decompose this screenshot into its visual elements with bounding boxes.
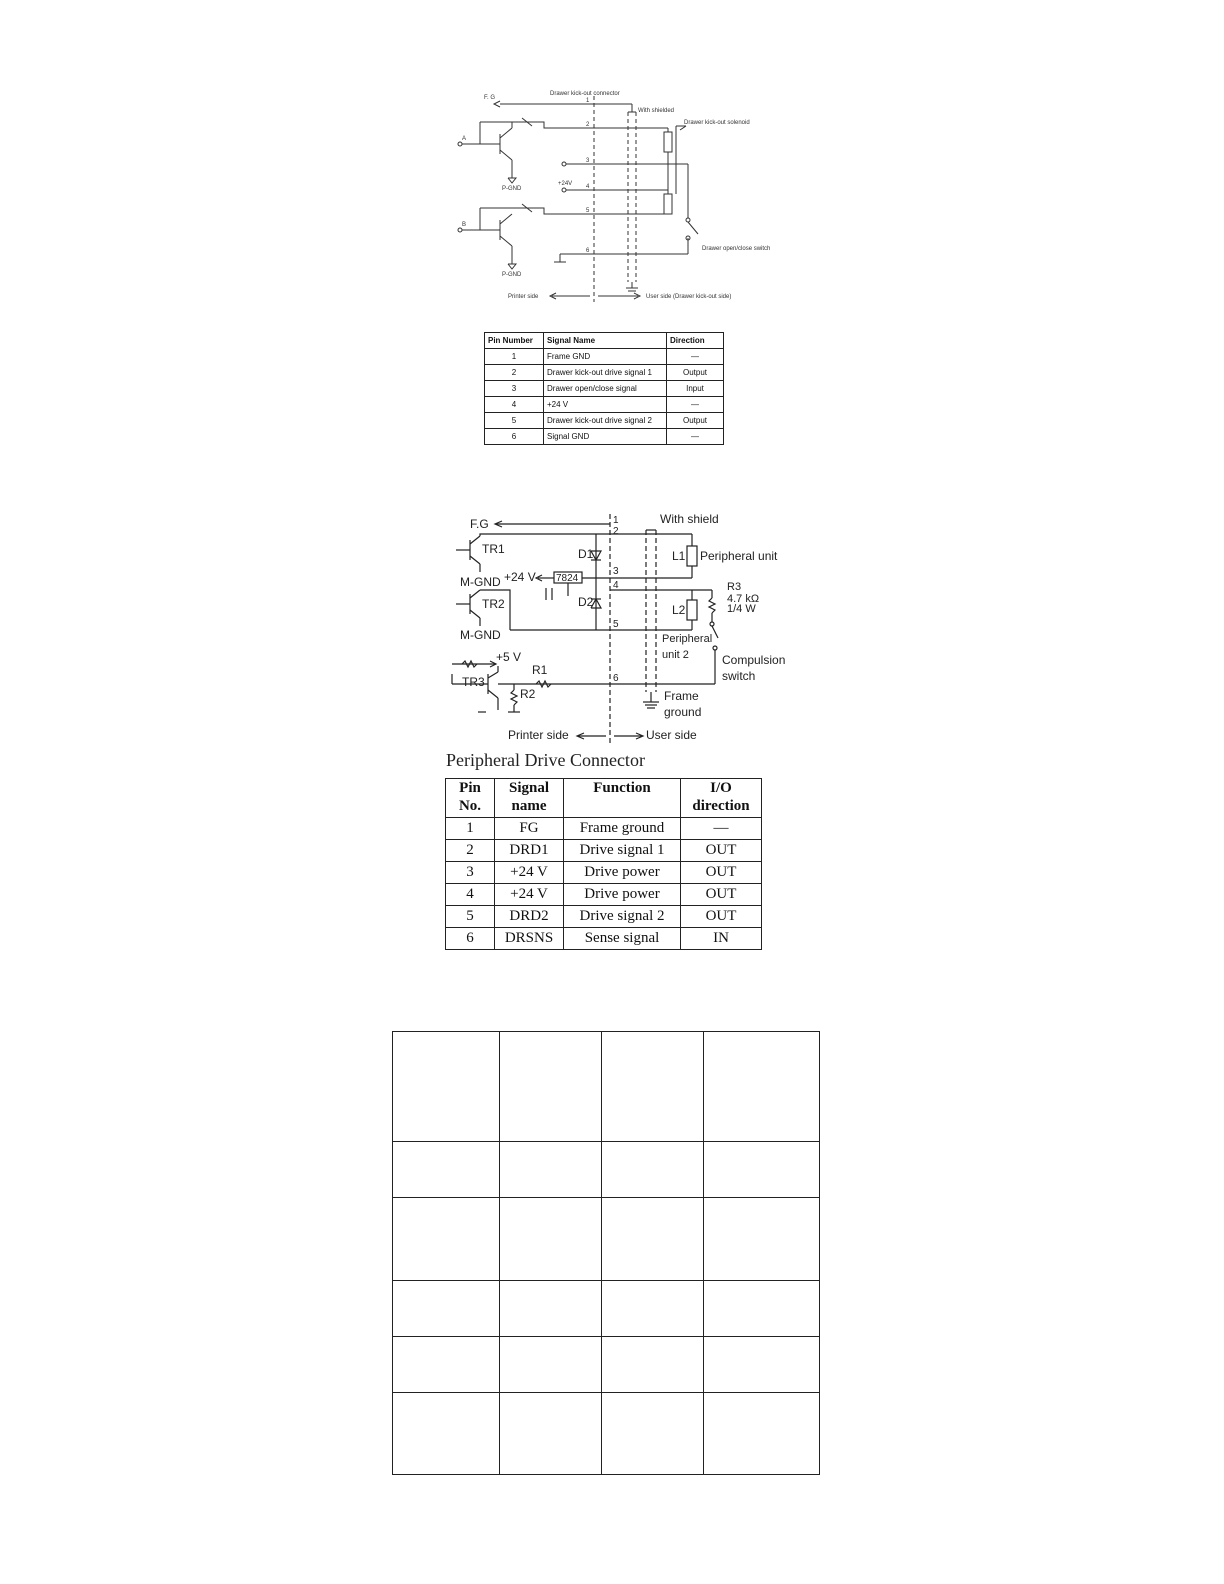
table-cell: Drawer open/close signal	[544, 381, 667, 397]
table-cell	[500, 1281, 602, 1337]
table-row	[393, 1142, 820, 1198]
pin-label: 3	[613, 566, 619, 577]
table-cell: 4	[446, 884, 495, 906]
table-row	[485, 429, 724, 445]
table-cell	[704, 1032, 820, 1142]
pin-label: 1	[586, 98, 590, 104]
table-cell	[602, 1393, 704, 1475]
peripheral-unit2-label: unit 2	[662, 649, 689, 661]
table-row	[485, 349, 724, 365]
table-cell: Signal GND	[544, 429, 667, 445]
pin-label: 6	[613, 673, 619, 684]
table-cell	[602, 1032, 704, 1142]
pgnd-label-1: P-GND	[502, 186, 522, 192]
fg-label: F. G	[484, 95, 496, 101]
mgnd-label-1: M-GND	[460, 575, 501, 589]
table-cell: Drive power	[564, 884, 681, 906]
table-row	[393, 1032, 820, 1142]
table-row	[446, 818, 762, 840]
table-cell: OUT	[681, 884, 762, 906]
table-row	[485, 381, 724, 397]
tr2-label: TR2	[482, 597, 505, 611]
table-cell	[602, 1281, 704, 1337]
l1-label: L1	[672, 549, 686, 563]
frame-ground-label: ground	[664, 705, 702, 719]
drawer-kickout-circuit-diagram	[440, 82, 800, 308]
regulator-label: 7824	[556, 573, 579, 584]
r3-watt-label: 1/4 W	[727, 603, 756, 615]
table-cell: DRSNS	[495, 928, 564, 950]
column-header: Pin Number	[485, 333, 544, 349]
table-cell: —	[667, 349, 724, 365]
pgnd-label-2: P-GND	[502, 272, 522, 278]
table-cell: —	[667, 397, 724, 413]
table-row	[393, 1337, 820, 1393]
tr1-label: TR1	[482, 542, 505, 556]
table-cell: 4	[485, 397, 544, 413]
user-side-label: User side (Drawer kick-out side)	[646, 294, 732, 300]
table-cell: 5	[485, 413, 544, 429]
table-cell: 1	[446, 818, 495, 840]
table-row	[446, 906, 762, 928]
table-cell: Sense signal	[564, 928, 681, 950]
peripheral-drive-circuit-diagram	[440, 506, 810, 746]
table-cell	[602, 1198, 704, 1281]
table-cell	[602, 1337, 704, 1393]
input-a-label: A	[462, 136, 467, 142]
table-cell	[393, 1032, 500, 1142]
switch-label: Drawer open/close switch	[702, 246, 771, 252]
r3-value-label: 4.7 kΩ	[727, 593, 760, 605]
table-cell: 3	[446, 862, 495, 884]
table-header-row	[446, 779, 762, 818]
table-cell	[393, 1142, 500, 1198]
v5-label: +5 V	[496, 650, 522, 664]
table-cell	[500, 1393, 602, 1475]
table-row	[485, 413, 724, 429]
table-cell: Drive signal 1	[564, 840, 681, 862]
peripheral-unit2-label: Peripheral	[662, 633, 713, 645]
table-cell	[393, 1393, 500, 1475]
pin-label: 4	[613, 580, 619, 591]
printer-side-label: Printer side	[508, 294, 539, 300]
compulsion-switch-label: Compulsion	[722, 653, 786, 667]
r3-label: R3	[727, 581, 742, 593]
table-row	[393, 1393, 820, 1475]
table-cell: OUT	[681, 906, 762, 928]
solenoid-label: Drawer kick-out solenoid	[684, 120, 750, 126]
column-header: Direction	[667, 333, 724, 349]
pin-label: 2	[613, 526, 619, 537]
column-header: I/O direction	[681, 779, 762, 818]
table-row	[485, 365, 724, 381]
table-row	[446, 862, 762, 884]
peripheral-drive-table	[445, 778, 762, 950]
table-cell: Output	[667, 365, 724, 381]
l2-label: L2	[672, 603, 686, 617]
table-cell: 6	[485, 429, 544, 445]
table-cell	[704, 1281, 820, 1337]
table-row	[393, 1281, 820, 1337]
table-cell	[704, 1198, 820, 1281]
table-cell: 3	[485, 381, 544, 397]
table-cell	[393, 1281, 500, 1337]
table-cell: FG	[495, 818, 564, 840]
table-cell: Output	[667, 413, 724, 429]
table-cell: IN	[681, 928, 762, 950]
compulsion-switch-label: switch	[722, 669, 756, 683]
tr3-label: TR3	[462, 675, 485, 689]
table-cell: DRD2	[495, 906, 564, 928]
table-cell: Frame GND	[544, 349, 667, 365]
v24-label: +24 V	[504, 570, 536, 584]
column-header: Signal Name	[544, 333, 667, 349]
r2-label: R2	[520, 687, 536, 701]
table-cell	[704, 1142, 820, 1198]
table-header-row	[485, 333, 724, 349]
table-row	[393, 1198, 820, 1281]
table-cell: Drawer kick-out drive signal 2	[544, 413, 667, 429]
table-cell	[393, 1337, 500, 1393]
drawer-pin-table	[484, 332, 724, 445]
d1-label: D1	[578, 547, 594, 561]
printer-side-label: Printer side	[508, 728, 569, 742]
pin-label: 6	[586, 248, 590, 254]
table-row	[446, 840, 762, 862]
column-header: Function	[564, 779, 681, 818]
table-cell: Drive power	[564, 862, 681, 884]
table-cell: +24 V	[495, 884, 564, 906]
pin-label: 1	[613, 515, 619, 526]
table-cell	[704, 1337, 820, 1393]
table-cell	[393, 1198, 500, 1281]
v24-label: +24V	[558, 181, 573, 187]
table-cell	[500, 1142, 602, 1198]
pin-label: 2	[586, 122, 590, 128]
table-cell: Drive signal 2	[564, 906, 681, 928]
shield-label: With shield	[660, 512, 719, 526]
input-b-label: B	[462, 222, 467, 228]
table-cell: Drawer kick-out drive signal 1	[544, 365, 667, 381]
table-cell	[500, 1198, 602, 1281]
table-caption: Peripheral Drive Connector	[446, 750, 645, 770]
mgnd-label-2: M-GND	[460, 628, 501, 642]
pin-label: 3	[586, 158, 590, 164]
peripheral-unit-label: Peripheral unit	[700, 549, 778, 563]
pin-label: 5	[613, 619, 619, 630]
shield-label: With shielded	[638, 108, 675, 114]
table-cell: 5	[446, 906, 495, 928]
table-cell: Input	[667, 381, 724, 397]
table-row	[446, 928, 762, 950]
pin-label: 5	[586, 208, 590, 214]
table-cell: DRD1	[495, 840, 564, 862]
table-cell	[704, 1393, 820, 1475]
column-header: Pin No.	[446, 779, 495, 818]
d2-label: D2	[578, 595, 594, 609]
table-cell	[500, 1337, 602, 1393]
connector-label: Drawer kick-out connector	[550, 91, 620, 97]
table-cell: OUT	[681, 862, 762, 884]
table-cell: 2	[485, 365, 544, 381]
table-row	[446, 884, 762, 906]
fg-label: F.G	[470, 517, 489, 531]
empty-table	[392, 1031, 820, 1475]
table-cell: +24 V	[544, 397, 667, 413]
table-cell: 1	[485, 349, 544, 365]
column-header: Signal name	[495, 779, 564, 818]
table-cell: 2	[446, 840, 495, 862]
table-cell: —	[667, 429, 724, 445]
user-side-label: User side	[646, 728, 697, 742]
pin-label: 4	[586, 184, 590, 190]
table-row	[485, 397, 724, 413]
table-cell: OUT	[681, 840, 762, 862]
table-cell: 6	[446, 928, 495, 950]
table-cell: +24 V	[495, 862, 564, 884]
r1-label: R1	[532, 663, 548, 677]
frame-ground-label: Frame	[664, 689, 699, 703]
table-cell: —	[681, 818, 762, 840]
table-cell: Frame ground	[564, 818, 681, 840]
table-cell	[602, 1142, 704, 1198]
table-cell	[500, 1032, 602, 1142]
